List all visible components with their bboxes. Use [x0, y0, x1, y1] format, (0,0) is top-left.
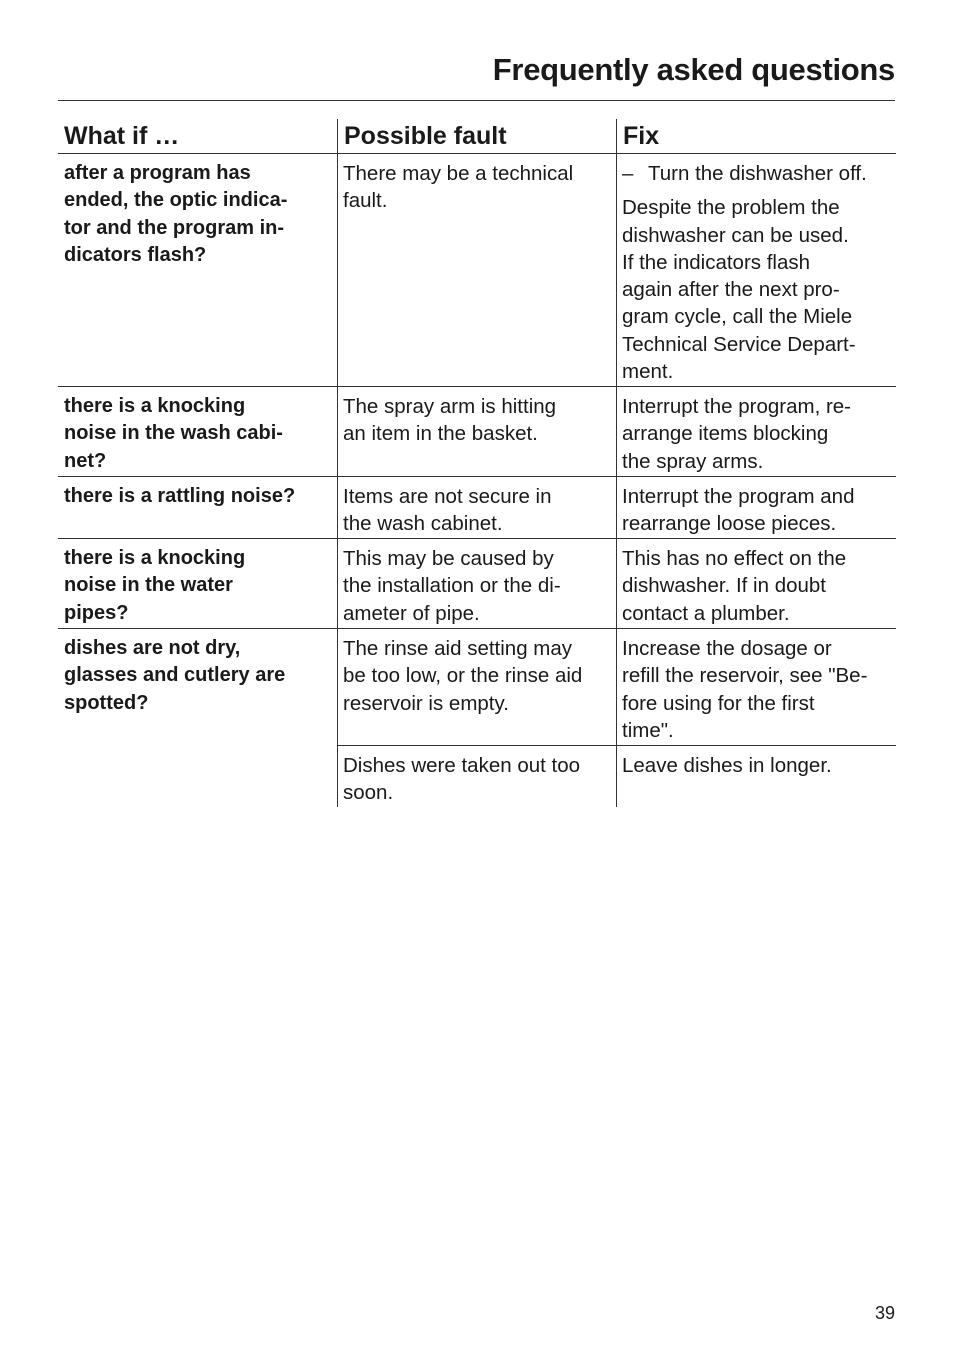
- fault-fix-pair: [337, 629, 896, 745]
- fix-cell: [616, 746, 896, 807]
- question-line: glasses and cutlery are: [64, 664, 286, 687]
- fix-line: refill the reservoir, see "Be-: [622, 664, 868, 688]
- question-line: after a program has: [64, 162, 251, 184]
- table-row: [58, 387, 896, 477]
- fix-bullet-item: [622, 160, 892, 187]
- question-line: dishes are not dry,: [64, 637, 241, 659]
- table-row: [58, 477, 896, 539]
- fault-cell: [337, 746, 616, 807]
- fix-line: contact a plumber.: [622, 601, 790, 625]
- table-row: [58, 629, 896, 807]
- fix-line: dishwasher can be used.: [622, 223, 849, 247]
- fault-line: Items are not secure in: [343, 485, 552, 508]
- fault-line: reservoir is empty.: [343, 691, 509, 715]
- fault-line: The rinse aid setting may: [343, 637, 573, 660]
- fault-line: be too low, or the rinse aid: [343, 664, 583, 688]
- question-line: noise in the wash cabi-: [64, 422, 283, 445]
- table-header-row: [58, 119, 896, 154]
- question-line: net?: [64, 449, 107, 472]
- fix-cell: [616, 387, 896, 476]
- fault-cell: [337, 539, 616, 628]
- fault-line: The spray arm is hitting: [343, 395, 557, 418]
- fault-fix-pair: [337, 745, 896, 807]
- fix-line: dishwasher. If in doubt: [622, 574, 826, 598]
- fix-cell: [616, 629, 896, 745]
- question-line: pipes?: [64, 601, 129, 624]
- fault-cell: [337, 477, 616, 538]
- fix-bullet-text: Turn the dishwasher off.: [648, 162, 867, 185]
- fix-line: rearrange loose pieces.: [622, 512, 837, 536]
- question-line: there is a knocking: [64, 547, 246, 569]
- dash-bullet: –: [622, 162, 634, 185]
- fix-line: Increase the dosage or: [622, 637, 832, 660]
- fault-line: ameter of pipe.: [343, 601, 480, 625]
- question-line: there is a rattling noise?: [64, 485, 296, 507]
- fault-cell: [337, 387, 616, 476]
- fix-line: If the indicators flash: [622, 250, 811, 274]
- question-line: noise in the water: [64, 574, 233, 597]
- fix-line: This has no effect on the: [622, 547, 847, 570]
- fault-line: an item in the basket.: [343, 422, 538, 446]
- fix-line: Despite the problem the: [622, 196, 840, 220]
- question-cell: [58, 539, 337, 628]
- fault-line: the installation or the di-: [343, 574, 561, 598]
- question-line: there is a knocking: [64, 395, 246, 417]
- fix-line: the spray arms.: [622, 449, 764, 473]
- question-cell: [58, 477, 337, 538]
- question-cell: [58, 154, 337, 386]
- fix-line: fore using for the first: [622, 691, 815, 715]
- fault-line: There may be a technical: [343, 162, 574, 185]
- fix-line: gram cycle, call the Miele: [622, 305, 853, 329]
- fault-line: the wash cabinet.: [343, 512, 503, 536]
- fault-fix-pairs: [337, 629, 896, 807]
- question-line: ended, the optic indica-: [64, 189, 288, 212]
- question-cell: [58, 629, 337, 807]
- page-number: 39: [874, 1303, 895, 1323]
- fault-line: soon.: [343, 781, 394, 805]
- fix-cell: [616, 539, 896, 628]
- fault-cell: [337, 629, 616, 745]
- fix-line: Interrupt the program, re-: [622, 395, 852, 418]
- table-row: [58, 154, 896, 387]
- fix-line: arrange items blocking: [622, 422, 829, 446]
- fix-line: Technical Service Depart-: [622, 332, 856, 356]
- fix-line: ment.: [622, 360, 674, 384]
- faq-table: [58, 119, 896, 807]
- header-possible-fault: Possible fault: [337, 119, 616, 153]
- fix-cell: [616, 477, 896, 538]
- question-line: tor and the program in-: [64, 216, 284, 239]
- title-divider: [58, 100, 895, 101]
- fault-line: fault.: [343, 189, 388, 213]
- fix-cell: [616, 154, 896, 386]
- fix-line: Interrupt the program and: [622, 485, 855, 508]
- fault-line: Dishes were taken out too: [343, 754, 581, 777]
- question-line: spotted?: [64, 691, 149, 714]
- fault-line: This may be caused by: [343, 547, 554, 570]
- table-row: [58, 539, 896, 629]
- fix-line: again after the next pro-: [622, 278, 840, 302]
- fault-cell: [337, 154, 616, 386]
- page-title: Frequently asked questions: [492, 52, 895, 87]
- header-fix: Fix: [616, 119, 896, 153]
- question-line: dicators flash?: [64, 243, 207, 266]
- question-cell: [58, 387, 337, 476]
- fix-line: Leave dishes in longer.: [622, 754, 832, 777]
- fix-line: time".: [622, 718, 674, 742]
- header-what-if: What if …: [64, 122, 180, 150]
